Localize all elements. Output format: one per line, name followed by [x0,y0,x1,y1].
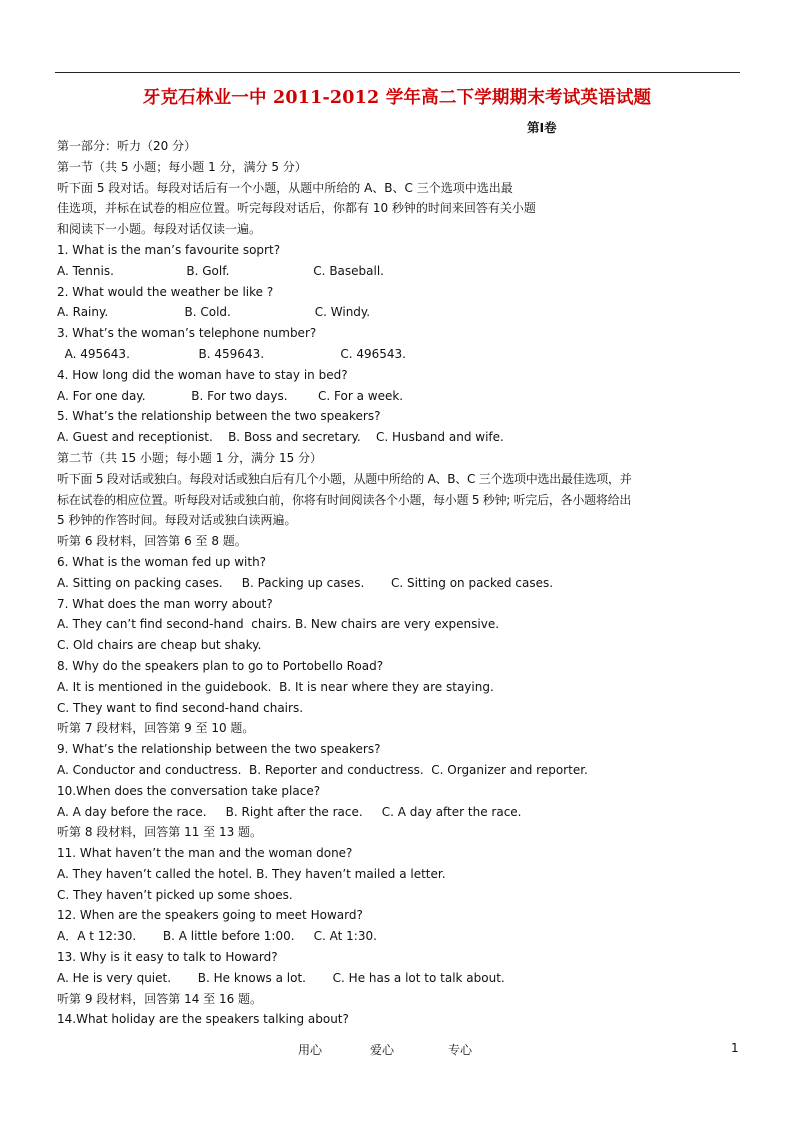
instruction-line: 佳选项，并标在试卷的相应位置。听完每段对话后，你都有 10 秒钟的时间来回答有关小题 [57,201,536,216]
instruction-line: 听下面 5 段对话。每段对话后有一个小题，从题中所给的 A、B、C 三个选项中选出最 [57,180,513,195]
page-number: 1 [731,1041,739,1055]
answer-options: A. For one day. B. For two days. C. For a week. [57,388,404,403]
question: 2. What would the weather be like ? [57,284,274,299]
question: 7. What does the man worry about? [57,596,273,611]
answer-options: A. He is very quiet. B. He knows a lot. C. He has a lot to talk about. [57,970,505,985]
material-heading: 听第 7 段材料，回答第 9 至 10 题。 [57,721,255,736]
volume-label: 第Ⅰ卷 [527,120,557,135]
answer-options: C. Old chairs are cheap but shaky. [57,638,262,653]
footer-motto-middle: 爱心 [370,1043,395,1057]
answer-options: A. It is mentioned in the guidebook. B. It is near where they are staying. [57,679,494,694]
answer-options: A. They can’t find second-hand chairs. B. New chairs are very expensive. [57,617,500,632]
answer-options: A．A t 12:30. B. A little before 1:00. C. At 1:30. [57,929,377,944]
material-heading: 听第 6 段材料，回答第 6 至 8 题。 [57,534,247,549]
answer-options: A. Sitting on packing cases. B. Packing up cases. C. Sitting on packed cases. [57,575,554,590]
instruction-line: 和阅读下一小题。每段对话仅读一遍。 [57,222,262,237]
question: 9. What’s the relationship between the two speakers? [57,742,381,757]
footer-motto-left: 用心 [298,1043,323,1057]
subsection-heading: 第一节（共 5 小题；每小题 1 分，满分 5 分） [57,159,307,174]
subsection-heading: 第二节（共 15 小题；每小题 1 分，满分 15 分） [57,450,323,465]
header-rule [55,72,740,73]
answer-options: A. Conductor and conductress. B. Reporter and conductress. C. Organizer and reporter. [57,762,588,777]
material-heading: 听第 9 段材料，回答第 14 至 16 题。 [57,991,263,1006]
question: 6. What is the woman fed up with? [57,554,267,569]
instruction-line: 标在试卷的相应位置。听每段对话或独白前，你将有时间阅读各个小题，每小题 5 秒钟; 听完后，各小题将给出 [57,492,632,507]
instruction-line: 5 秒钟的作答时间。每段对话或独白读两遍。 [57,513,297,528]
answer-options: A. 495643. B. 459643. C. 496543. [57,346,406,361]
instruction-line: 听下面 5 段对话或独白。每段对话或独白后有几个小题，从题中所给的 A、B、C 三个选项中选出最佳选项，并 [57,471,632,486]
footer-motto-right: 专心 [448,1043,473,1057]
exam-title: 牙克石林业一中 2011-2012 学年高二下学期期末考试英语试题 [142,88,652,108]
answer-options: A. Tennis. B. Golf. C. Baseball. [57,263,384,278]
answer-options: C. They want to find second-hand chairs. [57,700,304,715]
answer-options: A. They haven’t called the hotel. B. They haven’t mailed a letter. [57,866,446,881]
question: 3. What’s the woman’s telephone number? [57,326,317,341]
section-heading: 第一部分：听力（20 分） [57,139,197,153]
answer-options: A. Rainy. B. Cold. C. Windy. [57,305,371,320]
material-heading: 听第 8 段材料，回答第 11 至 13 题。 [57,825,263,840]
answer-options: C. They haven’t picked up some shoes. [57,887,293,902]
question: 11. What haven’t the man and the woman done? [57,846,353,861]
question: 12. When are the speakers going to meet Howard? [57,908,363,923]
question: 10.When does the conversation take place? [57,783,321,798]
question: 1. What is the man’s favourite soprt? [57,242,281,257]
question: 8. Why do the speakers plan to go to Portobello Road? [57,658,384,673]
question: 14.What holiday are the speakers talking about? [57,1012,349,1027]
exam-body [57,136,740,1030]
answer-options: A. Guest and receptionist. B. Boss and secretary. C. Husband and wife. [57,430,504,445]
question: 5. What’s the relationship between the two speakers? [57,409,381,424]
question: 4. How long did the woman have to stay in bed? [57,367,348,382]
answer-options: A. A day before the race. B. Right after the race. C. A day after the race. [57,804,522,819]
question: 13. Why is it easy to talk to Howard? [57,950,278,965]
